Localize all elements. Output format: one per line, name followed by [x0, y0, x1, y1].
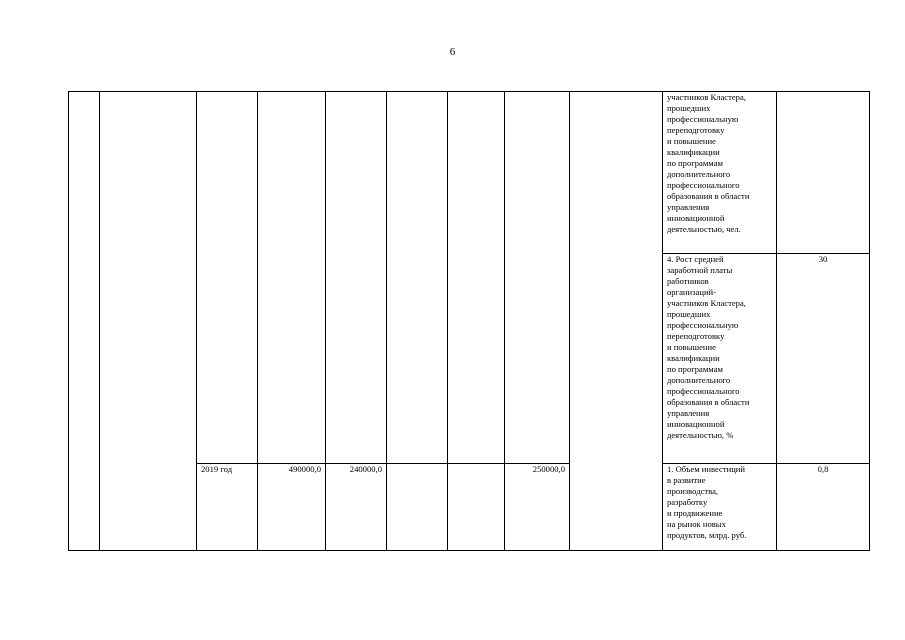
- table-row: [69, 92, 870, 254]
- funding-regional-cell: [387, 464, 448, 551]
- year-cell: [197, 92, 258, 464]
- funding-total-cell: [258, 92, 326, 464]
- number-cell: [69, 92, 100, 551]
- indicator-value: [777, 92, 870, 254]
- funding-federal-cell: 240000,0: [326, 464, 387, 551]
- funding-extra-cell: [505, 92, 570, 464]
- indicator-text: 1. Объем инвестиций в развитие производства, разработку и продвижение на рынок новых продуктов, млрд. руб.: [663, 464, 777, 551]
- task-cell: [100, 92, 197, 551]
- page-number: 6: [449, 46, 456, 58]
- program-table: [68, 91, 870, 551]
- indicator-text: участников Кластера, прошедших профессиональную переподготовку и повышение квалификации по программам дополнительного профессионального образования в области управления инновационной деятельностью, чел.: [663, 92, 777, 254]
- funding-local-cell: [448, 92, 505, 464]
- funding-regional-cell: [387, 92, 448, 464]
- funding-local-cell: [448, 464, 505, 551]
- executor-cell: [570, 92, 663, 551]
- funding-federal-cell: [326, 92, 387, 464]
- funding-extra-cell: 250000,0: [505, 464, 570, 551]
- funding-total-cell: 490000,0: [258, 464, 326, 551]
- year-cell: 2019 год: [197, 464, 258, 551]
- indicator-value: 30: [777, 254, 870, 464]
- indicator-text: 4. Рост средней заработной платы работников организаций- участников Кластера, прошедших профессиональную переподготовку и повышение квалификации по программам дополнительного профессионального образования в области управления инновационной деятельностью, %: [663, 254, 777, 464]
- indicator-value: 0,8: [777, 464, 870, 551]
